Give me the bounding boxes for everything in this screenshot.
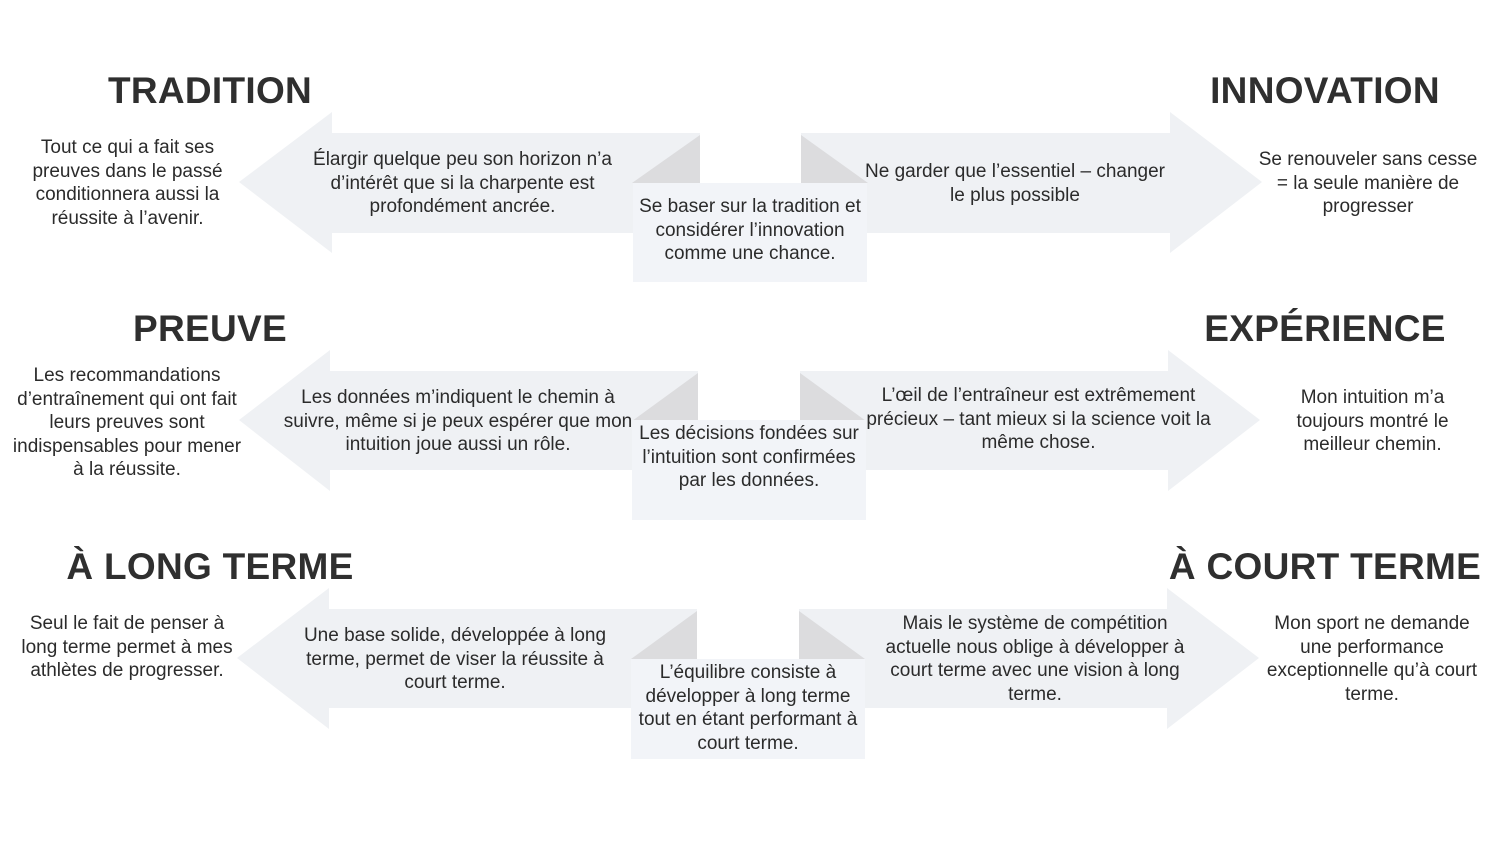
heading-left: TRADITION xyxy=(107,70,313,111)
heading-right: INNOVATION xyxy=(1210,70,1440,111)
heading-left: PREUVE xyxy=(133,308,287,349)
center-box: Les décisions fondées sur l’intuition sont confirmées par les données. xyxy=(632,420,866,520)
center-box: L’équilibre consiste à développer à long terme tout en étant performant à court terme. xyxy=(631,659,865,759)
right-description: Mon intuition m’a toujours montré le meilleur chemin. xyxy=(1296,387,1449,455)
right-arrow-text: Mais le système de compétition actuelle nous oblige à développer à court terme avec une vision à long terme. xyxy=(885,613,1185,705)
left-arrow-text: Une base solide, développée à long terme, permet de viser la réussite à court terme. xyxy=(303,625,607,693)
right-arrow-text: Ne garder que l’essentiel – changer le plus possible xyxy=(865,161,1165,206)
heading-right: À COURT TERME xyxy=(1168,546,1482,587)
left-description: Seul le fait de penser à long terme permet à mes athlètes de progresser. xyxy=(21,613,233,681)
left-arrow-text: Élargir quelque peu son horizon n’a d’intérêt que si la charpente est profondément ancrée. xyxy=(313,149,612,217)
row-long-court-terme xyxy=(0,536,1500,776)
heading-left: À LONG TERME xyxy=(66,546,354,587)
left-description: Les recommandations d’entraînement qui ont fait leurs preuves sont indispensables pour mener à la réussite. xyxy=(12,365,242,480)
left-description: Tout ce qui a fait ses preuves dans le passé conditionnera aussi la réussite à l’avenir. xyxy=(32,137,223,229)
right-arrow-text: L’œil de l’entraîneur est extrêmement précieux – tant mieux si la science voit la même chose. xyxy=(866,385,1211,453)
left-arrow-text: Les données m’indiquent le chemin à suivre, même si je peux espérer que mon intuition joue aussi un rôle. xyxy=(283,387,633,455)
center-box: Se baser sur la tradition et considérer l’innovation comme une chance. xyxy=(633,183,867,282)
right-description: Se renouveler sans cesse = la seule manière de progresser xyxy=(1258,149,1478,217)
right-description: Mon sport ne demande une performance exceptionnelle qu’à court terme. xyxy=(1266,613,1478,705)
row-preuve-experience xyxy=(0,298,1500,538)
heading-right: EXPÉRIENCE xyxy=(1204,308,1446,349)
row-tradition-innovation xyxy=(0,60,1500,300)
